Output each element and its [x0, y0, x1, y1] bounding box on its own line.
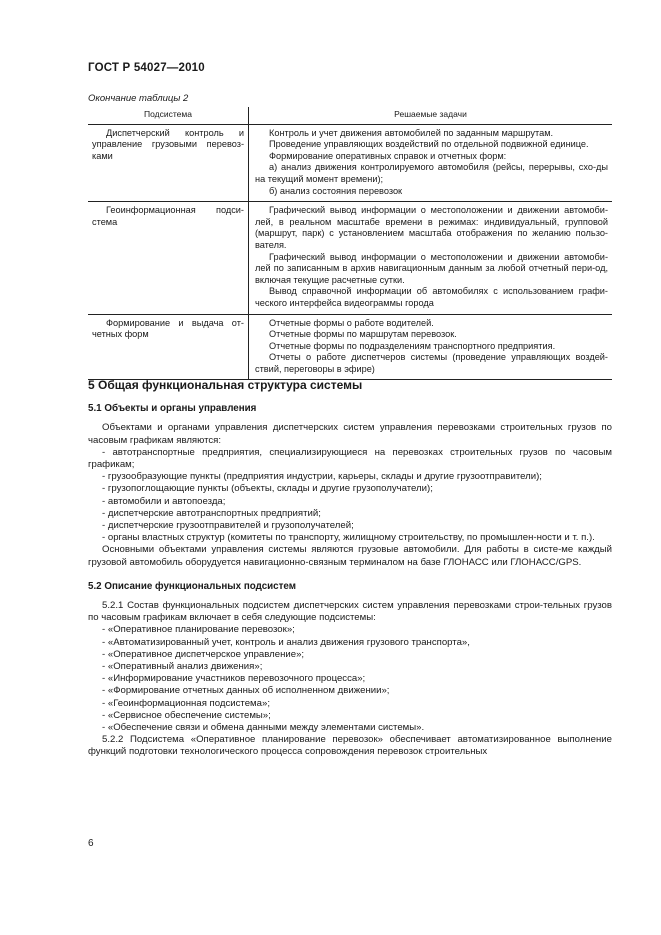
table-header-row: [88, 107, 612, 124]
task-line: Отчеты о работе диспетчеров системы (проведение управляющих воздей-ствий, переговоры в эфире): [255, 352, 608, 374]
tasks-cell: [249, 202, 613, 314]
task-line: Контроль и учет движения автомобилей по заданным маршрутам.: [269, 127, 554, 138]
list-item: - автомобили и автопоезда;: [102, 495, 226, 507]
subsystems-table: [88, 107, 612, 380]
column-header-subsystem: Подсистема: [88, 107, 249, 124]
list-item: - «Информирование участников перевозочного процесса»;: [102, 673, 366, 685]
list-item: - «Геоинформационная подсистема»;: [102, 697, 270, 709]
section-heading: 5 Общая функциональная структура системы: [88, 378, 363, 392]
subsection-heading: 5.1 Объекты и органы управления: [88, 403, 257, 415]
tasks-cell: [249, 124, 613, 202]
list-item: - «Сервисное обеспечение системы»;: [102, 709, 271, 721]
subsystem-cell: [88, 314, 249, 380]
list-item: - «Оперативное диспетчерское управление»;: [102, 648, 305, 660]
list-item: - грузопоглощающие пункты (объекты, склады и другие грузополучатели);: [102, 483, 433, 495]
task-line: Отчетные формы о работе водителей.: [269, 317, 434, 328]
list-item: - «Оперативный анализ движения»;: [102, 661, 263, 673]
subsystem-name: Геоинформационная подси-стема: [92, 205, 244, 227]
task-line: б) анализ состояния перевозок: [269, 185, 403, 196]
subsystem-cell: [88, 124, 249, 202]
list-item: - автотранспортные предприятия, специализирующиеся на перевозках строительных грузов по часовым графикам;: [88, 446, 612, 471]
table-caption: Окончание таблицы 2: [88, 93, 189, 104]
subsystem-name: Формирование и выдача от-четных форм: [92, 317, 244, 340]
table-row: [88, 202, 612, 314]
paragraph: 5.2.1 Состав функциональных подсистем диспетчерских систем управления перевозками строи-тельных грузов по часовым графикам включает в себя следующие подсистемы:: [88, 600, 612, 624]
list-item: - «Формирование отчетных данных об исполненном движении»;: [102, 685, 390, 697]
table-row: [88, 124, 612, 202]
task-line: Проведение управляющих воздействий по отдельной подвижной единице.: [269, 139, 589, 150]
paragraph: Основными объектами управления системы являются грузовые автомобили. Для работы в систе-ме каждый грузовой автомобиль оборудуется навигационно-связным терминалом на базе ГЛОНАСС или ГЛОНАСС/GPS.: [88, 544, 612, 568]
paragraph: 5.2.2 Подсистема «Оперативное планирование перевозок» обеспечивает автоматизированное выполнение функций подготовки технологического процесса сопровождения перевозок строительных: [88, 734, 612, 758]
task-line: а) анализ движения контролируемого автомобиля (рейсы, перерывы, схо-ды на текущий момент времени);: [255, 162, 608, 184]
page-number: 6: [88, 838, 94, 849]
column-header-tasks: Решаемые задачи: [249, 107, 613, 124]
subsection-heading: 5.2 Описание функциональных подсистем: [88, 580, 296, 592]
task-line: Графический вывод информации о местоположении и движении автомоби-лей по записанным в архив навигационным данным за любой отчетный пери-од, включая текущие расчетные сутки.: [255, 251, 608, 285]
task-line: Графический вывод информации о местоположении и движении автомоби-лей, в реальном масштабе времени в режимах: индивидуальный, групповой (маршрут, парк) с установлением масштаба отображения по желанию пользо-вателя.: [255, 205, 608, 250]
tasks-cell: [249, 314, 613, 380]
task-line: Отчетные формы по маршрутам перевозок.: [269, 329, 457, 340]
list-item: - диспетчерские автотранспортных предприятий;: [102, 507, 321, 519]
list-item: - «Обеспечение связи и обмена данными между элементами системы».: [102, 722, 425, 734]
table-row: [88, 314, 612, 380]
list-item: - диспетчерские грузоотправителей и грузополучателей;: [102, 520, 354, 532]
subsystem-name: Диспетчерский контроль и управление грузовыми перевоз-ками: [92, 127, 244, 161]
list-item: - органы властных структур (комитеты по транспорту, жилищному строительству, по промышлен-ности и т. п.).: [102, 532, 595, 544]
list-item: - «Автоматизированный учет, контроль и анализ движения грузового транспорта»,: [102, 636, 470, 648]
task-line: Формирование оперативных справок и отчетных форм:: [269, 150, 507, 161]
list-item: - грузообразующие пункты (предприятия индустрии, карьеры, склады и другие грузоотправители);: [102, 471, 542, 483]
task-line: Вывод справочной информации об автомобилях с использованием графи-ческого интерфейса видеограммы города: [255, 286, 608, 308]
task-line: Отчетные формы по подразделениям транспортного предприятия.: [269, 340, 556, 351]
paragraph: Объектами и органами управления диспетчерских систем управления перевозками строительных грузов по часовым графикам являются:: [88, 422, 612, 446]
list-item: - «Оперативное планирование перевозок»;: [102, 624, 295, 636]
section-5: [88, 379, 612, 759]
standard-header: ГОСТ Р 54027—2010: [88, 62, 205, 74]
subsystem-cell: [88, 202, 249, 314]
